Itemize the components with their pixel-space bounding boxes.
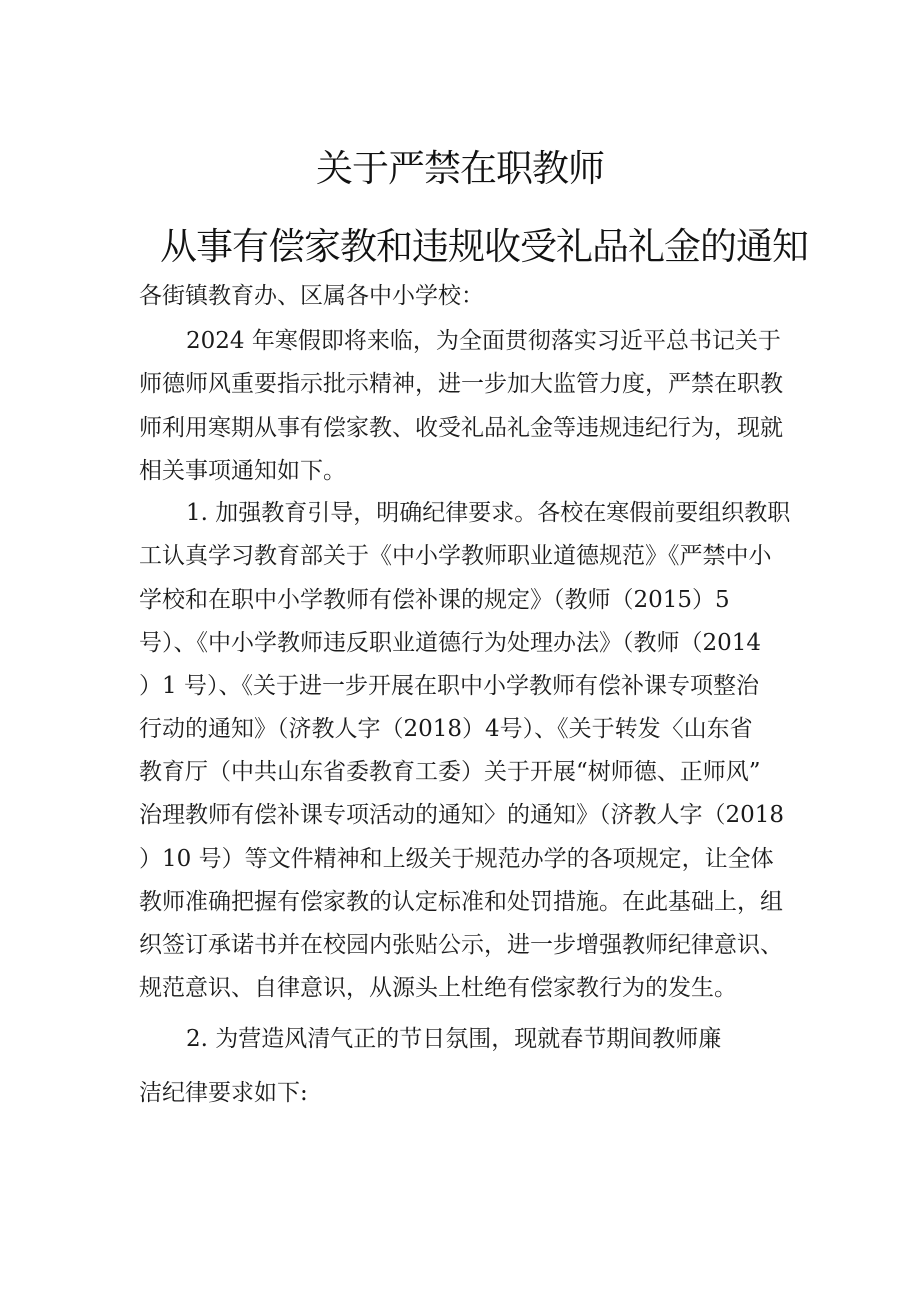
item1-line: 1. 加强教育引导，明确纪律要求。各校在寒假前要组织教职 bbox=[186, 500, 791, 526]
item1-line: 织签订承诺书并在校园内张贴公示，进一步增强教师纪律意识、 bbox=[139, 932, 783, 958]
document-title-line-1: 关于严禁在职教师 bbox=[316, 147, 604, 190]
intro-line: 相关事项通知如下。 bbox=[139, 458, 346, 484]
item1-line: ）10 号）等文件精神和上级关于规范办学的各项规定，让全体 bbox=[139, 846, 774, 872]
item1-line: 工认真学习教育部关于《中小学教师职业道德规范》《严禁中小 bbox=[139, 543, 772, 569]
item1-line: 学校和在职中小学教师有偿补课的规定》（教师（2015）5 bbox=[139, 587, 730, 613]
document-title-line-2: 从事有偿家教和违规收受礼品礼金的通知 bbox=[160, 225, 808, 268]
salutation: 各街镇教育办、区属各中小学校： bbox=[139, 283, 484, 309]
item1-line: 教师准确把握有偿家教的认定标准和处罚措施。在此基础上，组 bbox=[139, 889, 783, 915]
intro-line: 2024 年寒假即将来临，为全面贯彻落实习近平总书记关于 bbox=[186, 328, 781, 354]
item1-line: 治理教师有偿补课专项活动的通知〉的通知》（济教人字（2018 bbox=[139, 802, 785, 828]
item1-line: 行动的通知》（济教人字（2018）4号）、《关于转发〈山东省 bbox=[139, 716, 753, 742]
intro-line: 师德师风重要指示批示精神，进一步加大监管力度，严禁在职教 bbox=[139, 371, 783, 397]
item2-line: 2. 为营造风清气正的节日氛围，现就春节期间教师廉 bbox=[186, 1026, 722, 1052]
item2-line: 洁纪律要求如下: bbox=[139, 1080, 308, 1106]
item1-line: ）1 号）、《关于进一步开展在职中小学教师有偿补课专项整治 bbox=[139, 673, 759, 699]
intro-line: 师利用寒期从事有偿家教、收受礼品礼金等违规违纪行为，现就 bbox=[139, 415, 783, 441]
item1-line: 教育厅（中共山东省委教育工委）关于开展“树师德、正师风” bbox=[139, 759, 761, 785]
item1-line: 号）、《中小学教师违反职业道德行为处理办法》（教师（2014 bbox=[139, 630, 762, 656]
item1-line: 规范意识、自律意识，从源头上杜绝有偿家教行为的发生。 bbox=[139, 975, 737, 1001]
